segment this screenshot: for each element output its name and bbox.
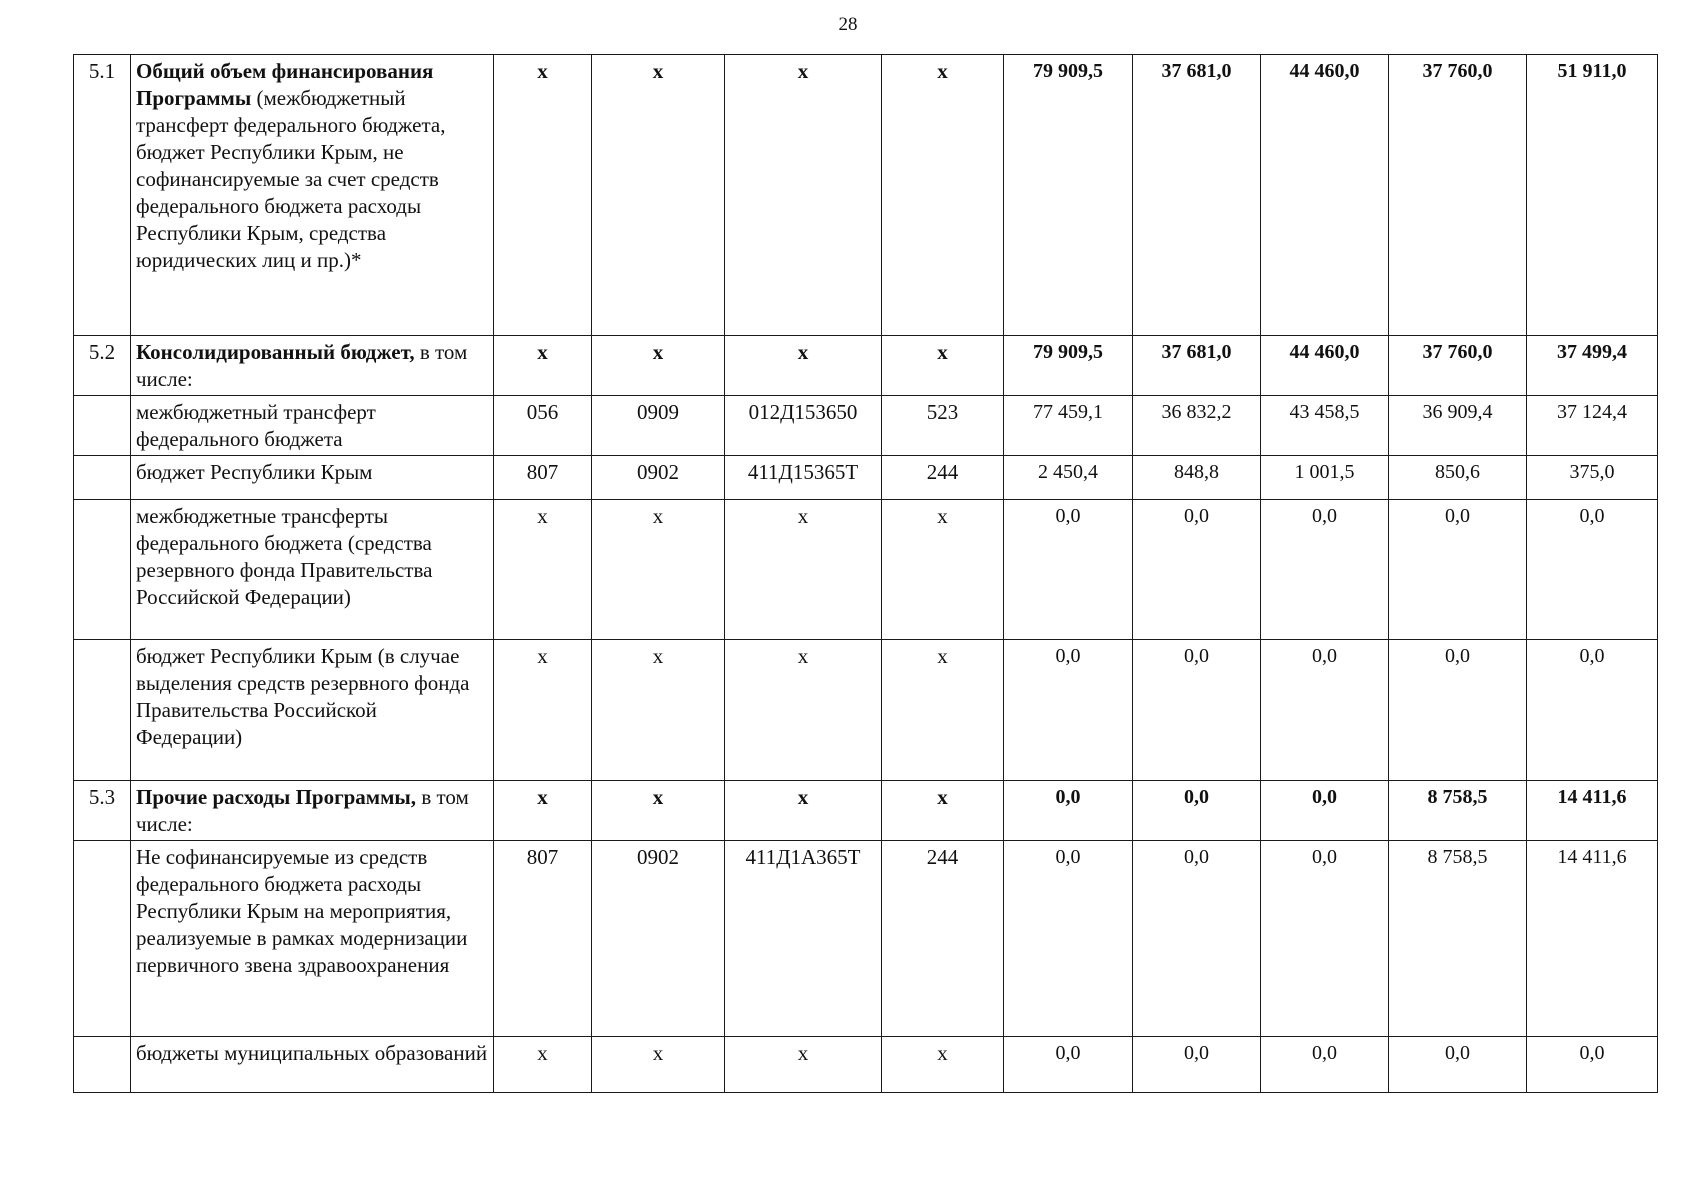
code-target: х — [725, 500, 882, 640]
amount-year: 0,0 — [1133, 781, 1261, 841]
table-row — [74, 640, 1658, 781]
code-expense-type: 244 — [882, 841, 1004, 1037]
code-ministry: 807 — [494, 841, 592, 1037]
amount-year: 44 460,0 — [1261, 336, 1389, 396]
amount-total: 79 909,5 — [1004, 55, 1133, 336]
code-ministry: х — [494, 640, 592, 781]
row-name: Не софинансируемые из средств федерального бюджета расходы Республики Крым на мероприятия, реализуемые в рамках модернизации первичного звена здравоохранения — [131, 841, 494, 1037]
amount-year: 0,0 — [1261, 781, 1389, 841]
amount-year: 36 909,4 — [1389, 396, 1527, 456]
row-name-bold: Общий объем финансирования Программы — [136, 59, 434, 110]
code-ministry: х — [494, 781, 592, 841]
amount-year: 0,0 — [1133, 500, 1261, 640]
code-target: 411Д1А365Т — [725, 841, 882, 1037]
row-name — [131, 55, 494, 336]
code-ministry: х — [494, 1037, 592, 1093]
row-number: 5.2 — [74, 336, 131, 396]
code-expense-type: х — [882, 55, 1004, 336]
row-name — [131, 336, 494, 396]
code-target: х — [725, 55, 882, 336]
code-target: х — [725, 781, 882, 841]
row-name: бюджет Республики Крым (в случае выделения средств резервного фонда Правительства Российской Федерации) — [131, 640, 494, 781]
amount-total: 77 459,1 — [1004, 396, 1133, 456]
row-name-text: (межбюджетный трансферт федерального бюджета, бюджет Республики Крым, не софинансируемые за счет средств федерального бюджета расходы Республики Крым, средства юридических лиц и пр.)* — [136, 86, 446, 272]
row-number — [74, 500, 131, 640]
code-ministry: х — [494, 55, 592, 336]
amount-total: 0,0 — [1004, 1037, 1133, 1093]
amount-year: 848,8 — [1133, 456, 1261, 500]
code-expense-type: х — [882, 640, 1004, 781]
amount-year: 37 760,0 — [1389, 336, 1527, 396]
row-name-text: в том числе: — [136, 785, 469, 836]
amount-year: 0,0 — [1261, 841, 1389, 1037]
row-number: 5.1 — [74, 55, 131, 336]
code-section: 0902 — [592, 456, 725, 500]
row-number — [74, 456, 131, 500]
amount-year: 37 681,0 — [1133, 336, 1261, 396]
amount-year: 0,0 — [1261, 500, 1389, 640]
table-row — [74, 396, 1658, 456]
amount-total: 0,0 — [1004, 781, 1133, 841]
amount-total: 0,0 — [1004, 500, 1133, 640]
row-name-bold: Консолидированный бюджет, — [136, 340, 415, 364]
amount-year: 0,0 — [1389, 640, 1527, 781]
code-section: х — [592, 640, 725, 781]
amount-year: 375,0 — [1527, 456, 1658, 500]
row-name: межбюджетные трансферты федерального бюджета (средства резервного фонда Правительства Российской Федерации) — [131, 500, 494, 640]
code-expense-type: х — [882, 500, 1004, 640]
row-name: межбюджетный трансферт федерального бюджета — [131, 396, 494, 456]
code-expense-type: 244 — [882, 456, 1004, 500]
amount-year: 37 124,4 — [1527, 396, 1658, 456]
amount-year: 14 411,6 — [1527, 781, 1658, 841]
amount-year: 850,6 — [1389, 456, 1527, 500]
table-row — [74, 500, 1658, 640]
amount-year: 0,0 — [1527, 500, 1658, 640]
code-target: х — [725, 1037, 882, 1093]
amount-year: 8 758,5 — [1389, 781, 1527, 841]
row-number: 5.3 — [74, 781, 131, 841]
table-row — [74, 1037, 1658, 1093]
amount-year: 0,0 — [1261, 640, 1389, 781]
amount-year: 44 460,0 — [1261, 55, 1389, 336]
row-name: бюджеты муниципальных образований — [131, 1037, 494, 1093]
row-name: бюджет Республики Крым — [131, 456, 494, 500]
code-section: х — [592, 500, 725, 640]
amount-year: 0,0 — [1527, 1037, 1658, 1093]
code-section: 0902 — [592, 841, 725, 1037]
row-name-text: в том числе: — [136, 340, 468, 391]
amount-year: 14 411,6 — [1527, 841, 1658, 1037]
table-row — [74, 336, 1658, 396]
code-target: 012Д153650 — [725, 396, 882, 456]
table-row — [74, 456, 1658, 500]
page-number: 28 — [838, 14, 858, 35]
code-section: х — [592, 781, 725, 841]
code-ministry: х — [494, 500, 592, 640]
row-number — [74, 841, 131, 1037]
amount-year: 0,0 — [1261, 1037, 1389, 1093]
amount-year: 51 911,0 — [1527, 55, 1658, 336]
code-section: х — [592, 55, 725, 336]
amount-year: 36 832,2 — [1133, 396, 1261, 456]
amount-year: 0,0 — [1133, 640, 1261, 781]
amount-total: 2 450,4 — [1004, 456, 1133, 500]
amount-total: 0,0 — [1004, 841, 1133, 1037]
table-row — [74, 841, 1658, 1037]
amount-year: 37 681,0 — [1133, 55, 1261, 336]
code-expense-type: х — [882, 781, 1004, 841]
amount-year: 8 758,5 — [1389, 841, 1527, 1037]
table-row — [74, 55, 1658, 336]
amount-year: 37 760,0 — [1389, 55, 1527, 336]
code-ministry: 056 — [494, 396, 592, 456]
table-row — [74, 781, 1658, 841]
code-section: х — [592, 1037, 725, 1093]
financing-table — [73, 54, 1658, 1093]
amount-year: 0,0 — [1133, 841, 1261, 1037]
code-section: х — [592, 336, 725, 396]
code-expense-type: х — [882, 336, 1004, 396]
row-number — [74, 396, 131, 456]
amount-year: 37 499,4 — [1527, 336, 1658, 396]
code-target: 411Д15365Т — [725, 456, 882, 500]
row-name — [131, 781, 494, 841]
amount-year: 43 458,5 — [1261, 396, 1389, 456]
code-ministry: 807 — [494, 456, 592, 500]
amount-year: 1 001,5 — [1261, 456, 1389, 500]
row-number — [74, 640, 131, 781]
code-target: х — [725, 336, 882, 396]
amount-year: 0,0 — [1133, 1037, 1261, 1093]
amount-total: 79 909,5 — [1004, 336, 1133, 396]
code-ministry: х — [494, 336, 592, 396]
code-section: 0909 — [592, 396, 725, 456]
code-target: х — [725, 640, 882, 781]
amount-total: 0,0 — [1004, 640, 1133, 781]
row-name-bold: Прочие расходы Программы, — [136, 785, 417, 809]
row-number — [74, 1037, 131, 1093]
amount-year: 0,0 — [1389, 1037, 1527, 1093]
amount-year: 0,0 — [1527, 640, 1658, 781]
code-expense-type: 523 — [882, 396, 1004, 456]
amount-year: 0,0 — [1389, 500, 1527, 640]
code-expense-type: х — [882, 1037, 1004, 1093]
